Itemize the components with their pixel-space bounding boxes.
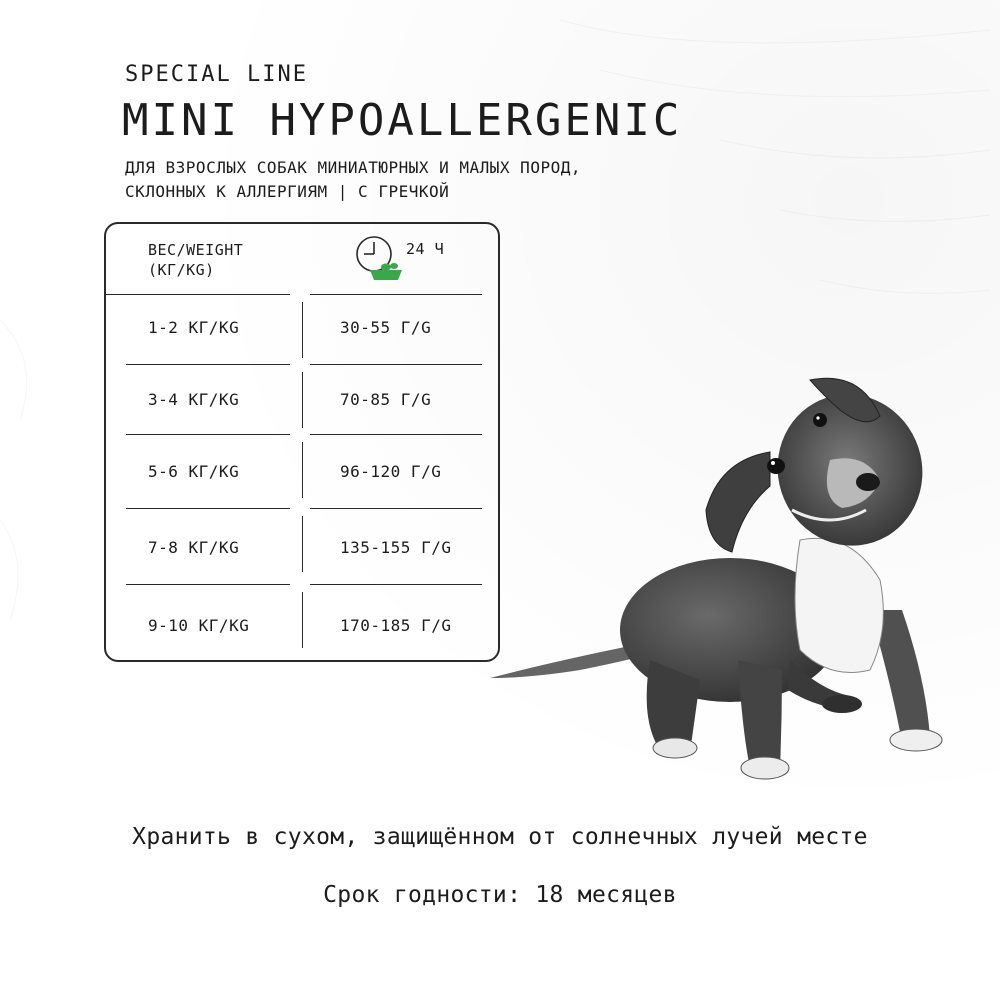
row-divider-left [126, 584, 290, 585]
amount-cell: 96-120 Г/G [340, 462, 442, 481]
column-divider [302, 302, 303, 358]
amount-cell: 170-185 Г/G [340, 616, 452, 635]
food-bowl-icon [370, 263, 402, 280]
header-divider-right [310, 294, 482, 295]
column-divider [302, 592, 303, 648]
product-title: MINI HYPOALLERGENIC [122, 95, 683, 146]
product-series: SPECIAL LINE [125, 62, 308, 87]
daily-portion-header [352, 232, 462, 284]
amount-cell: 30-55 Г/G [340, 318, 432, 337]
row-divider-left [126, 434, 290, 435]
weight-cell: 9-10 КГ/KG [148, 616, 250, 635]
shelf-life: Срок годности: 18 месяцев [323, 882, 677, 908]
weight-cell: 1-2 КГ/KG [148, 318, 240, 337]
weight-column-header [148, 240, 243, 280]
weight-cell: 5-6 КГ/KG [148, 462, 240, 481]
row-divider-left [126, 364, 290, 365]
column-divider [302, 372, 303, 428]
amount-cell: 70-85 Г/G [340, 390, 432, 409]
amount-cell: 135-155 Г/G [340, 538, 452, 557]
clock-icon [352, 232, 406, 284]
weight-header-line-1: ВЕС/WEIGHT [148, 241, 244, 259]
storage-instructions: Хранить в сухом, защищённом от солнечных лучей месте [132, 824, 868, 850]
row-divider-right [310, 364, 482, 365]
row-divider-left [126, 508, 290, 509]
subtitle-line-2: СКЛОННЫХ К АЛЛЕРГИЯМ | С ГРЕЧКОЙ [125, 182, 450, 201]
puppy-illustration [470, 360, 970, 800]
column-divider [302, 516, 303, 572]
product-subtitle [125, 156, 745, 204]
period-label: 24 Ч [406, 240, 445, 258]
subtitle-line-1: ДЛЯ ВЗРОСЛЫХ СОБАК МИНИАТЮРНЫХ И МАЛЫХ ПОРОД, [125, 158, 581, 177]
feeding-table [104, 222, 500, 662]
row-divider-right [310, 508, 482, 509]
weight-cell: 7-8 КГ/KG [148, 538, 240, 557]
weight-header-line-2: (КГ/KG) [148, 261, 215, 279]
weight-cell: 3-4 КГ/KG [148, 390, 240, 409]
column-divider [302, 442, 303, 498]
row-divider-right [310, 434, 482, 435]
header-divider-left [106, 294, 290, 295]
row-divider-right [310, 584, 482, 585]
